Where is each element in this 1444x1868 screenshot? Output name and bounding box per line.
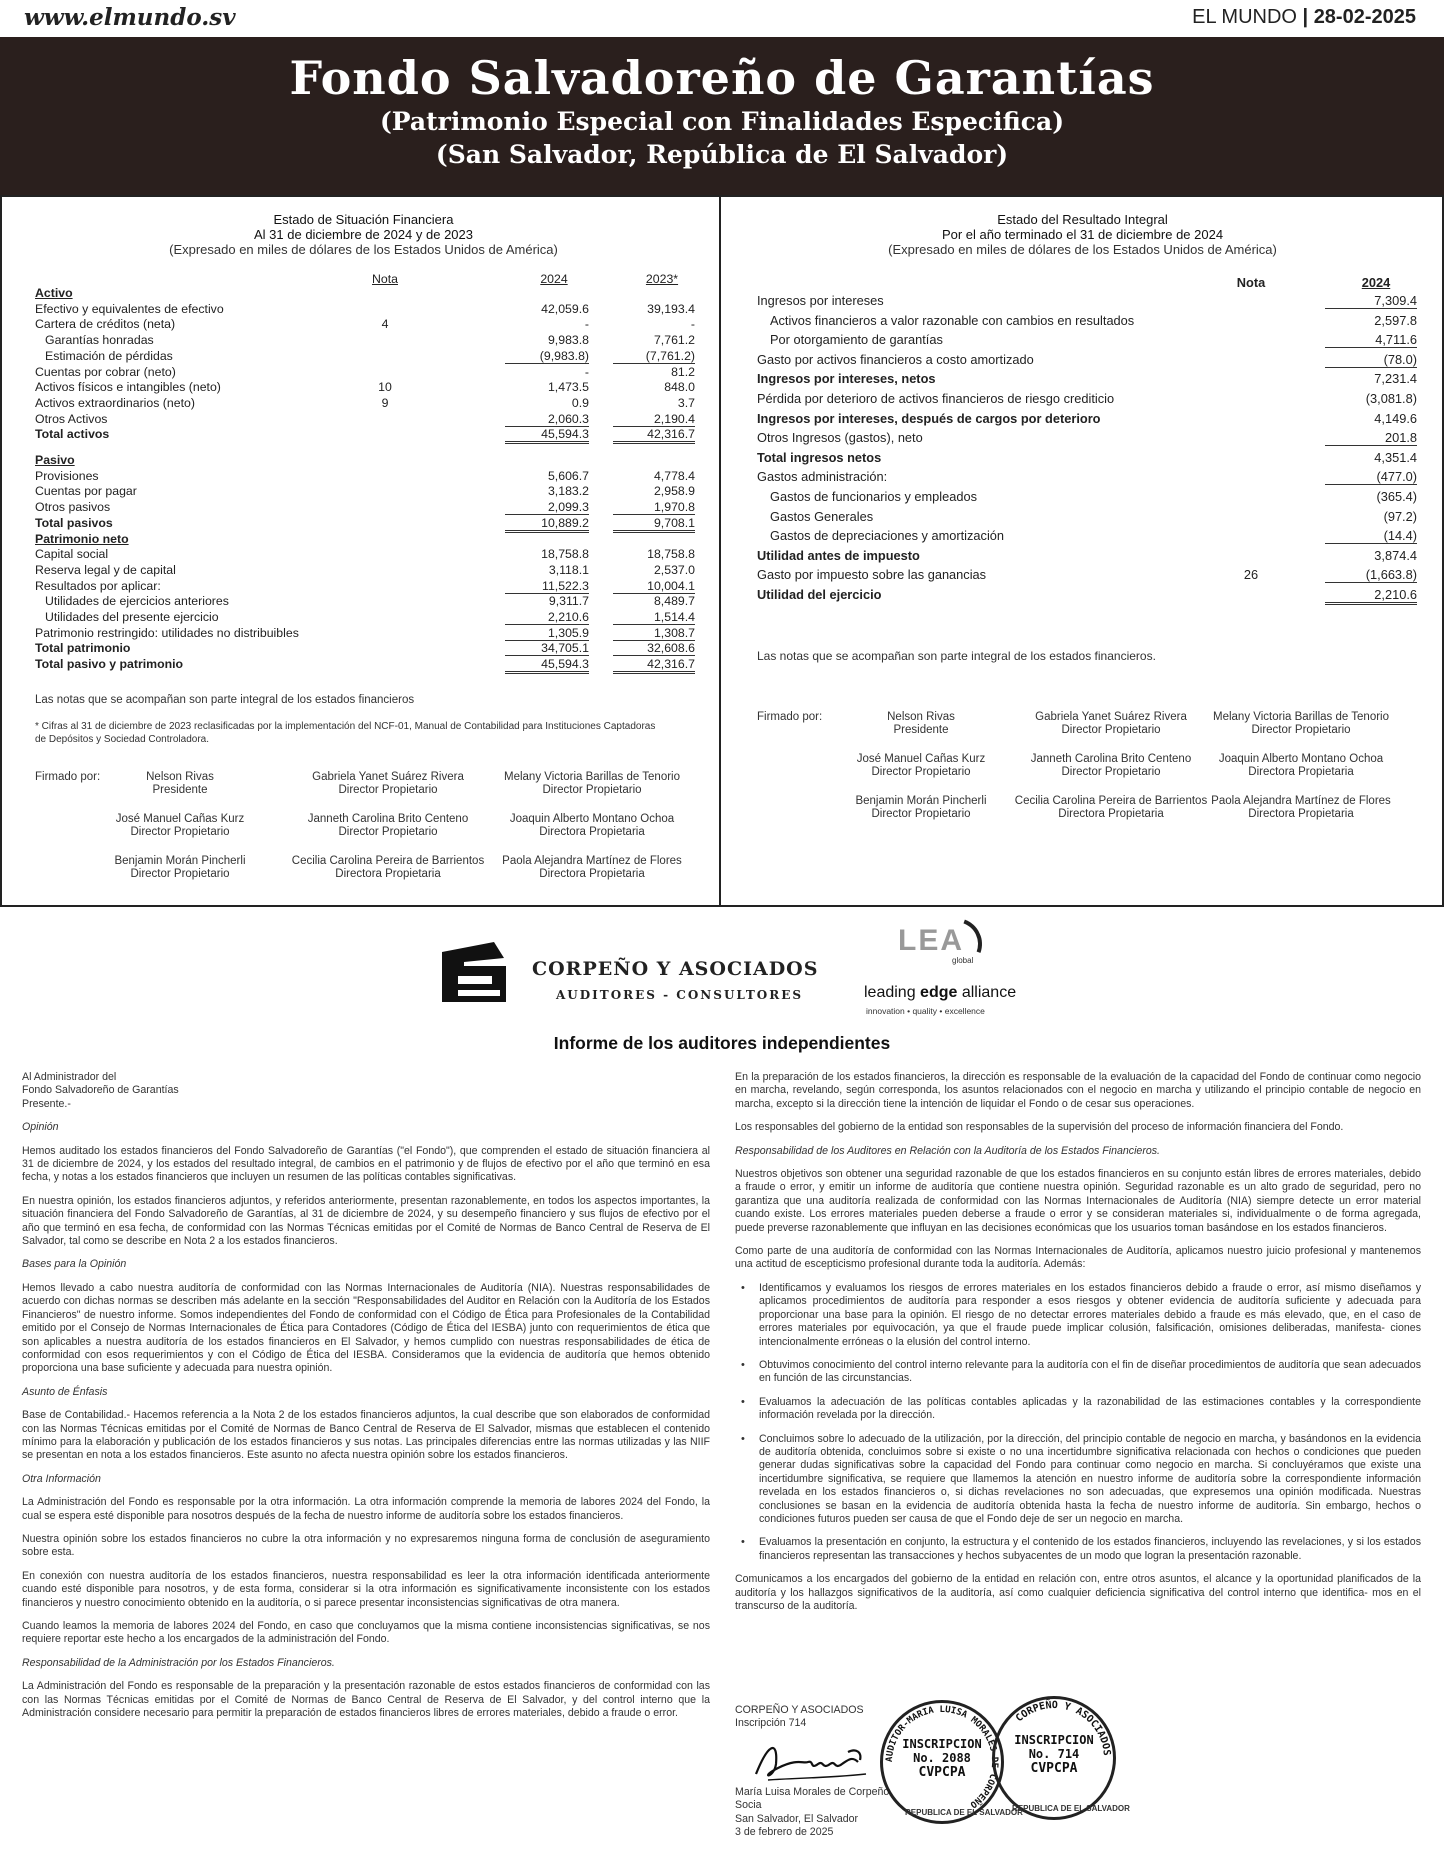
row-value-2024: 1,473.5 [547,380,589,395]
signatory [80,855,280,881]
auditor-logos [0,910,1444,1040]
banner-title: Fondo Salvadoreño de Garantías [289,51,1155,105]
row-value-2023: 42,316.7 [613,657,695,674]
heading-admin-responsibility: Responsabilidad de la Administración por los Estados Financieros. [22,1656,335,1669]
row-value-2023: 2,190.4 [613,412,695,427]
row-label: Utilidades de ejercicios anteriores [45,594,229,609]
table-row [757,469,1417,485]
signatory-name: Nelson Rivas [146,771,214,783]
auditor-firm-block: CORPEÑO Y ASOCIADOS Inscripción 714 [735,1704,864,1730]
row-value-2024: 45,594.3 [505,427,589,444]
table-row [757,450,1417,466]
row-label: Resultados por aplicar: [35,578,161,593]
lea-logo: LEA [898,924,964,957]
balance-table [35,272,695,692]
row-nota: 26 [1243,567,1259,583]
row-value-2024: 201.8 [1325,430,1417,446]
table-row [35,453,695,469]
table-row [35,500,695,516]
issue-info [1192,6,1416,29]
heading-other-info: Otra Información [22,1472,101,1485]
row-value-2023: 1,308.7 [613,626,695,641]
heading-opinion: Opinión [22,1121,59,1134]
table-row [757,332,1417,348]
table-row [757,293,1417,309]
row-value-2024: (477.0) [1325,469,1417,485]
report-column-left [22,1071,710,1730]
stamp-firm: CORPEÑO Y ASOCIADOS INSCRIPCION No. 714 CVPCPA [992,1696,1116,1820]
heading-bases: Bases para la Opinión [22,1258,127,1271]
signatory-name: José Manuel Cañas Kurz [856,753,986,765]
signatory-role: Directora Propietaria [1248,808,1354,820]
row-label: Otros Ingresos (gastos), neto [757,430,923,446]
paragraph: Hemos auditado los estados financieros del Fondo Salvadoreño de Garantías ("el Fondo"), que comprenden el estado de situación financiera al 31 de diciembre de 2024, y los estados del resultado integral, de cambios en el patrimonio y de flujos de efectivo por el año que terminó en esa fecha, y notas a los estados financieros que incluyen un resumen de las políticas contables significativas. [22,1144,710,1184]
signatory-role: Director Propietario [871,766,971,778]
signatory [1011,795,1211,821]
income-note: Las notas que se acompañan son parte integral de los estados financieros. [757,649,1156,663]
income-units: (Expresado en miles de dólares de los Estados Unidos de América) [888,242,1277,257]
signatory [1011,753,1211,779]
row-value-2023: 8,489.7 [653,594,695,609]
signatory-name: Cecilia Carolina Pereira de Barrientos [1014,795,1208,807]
row-label: Utilidad del ejercicio [757,587,882,602]
signatory-role: Director Propietario [130,868,230,880]
signatory [821,795,1021,821]
row-value-2024: 4,711.6 [1325,332,1417,348]
signatory-role: Director Propietario [1061,766,1161,778]
row-value-2024: 45,594.3 [505,657,589,674]
table-row [757,313,1417,329]
row-label: Estimación de pérdidas [45,348,173,363]
row-value-2024: 5,606.7 [547,468,589,483]
row-label: Gastos de funcionarios y empleados [770,489,977,504]
row-value-2024: 2,099.3 [505,500,589,515]
table-row [757,371,1417,387]
table-row [35,380,695,396]
table-row [35,610,695,626]
table-row [35,317,695,333]
separator: | [1302,6,1309,28]
site-url[interactable]: www.elmundo.sv [24,4,236,31]
signatory-name: Joaquin Alberto Montano Ochoa [1218,753,1384,765]
balance-footnote-1: * Cifras al 31 de diciembre de 2023 reclasificadas por la implementación del NCF-01, Manual de Contabilidad para Instituciones Captadoras [35,721,656,732]
col-nota: Nota [372,272,398,286]
row-label: Total pasivo y patrimonio [35,657,184,672]
row-value-2024: 0.9 [571,395,589,410]
signatory-name: Gabriela Yanet Suárez Rivera [1035,711,1187,723]
signatory-role: Director Propietario [871,808,971,820]
row-value-2023: 32,608.6 [613,641,695,656]
col-2024: 2024 [540,272,568,286]
row-label: Gasto por activos financieros a costo amortizado [757,351,1034,367]
row-label: Total ingresos netos [757,449,882,465]
signatory-name: Nelson Rivas [887,711,955,723]
row-value-2024: 2,060.3 [505,412,589,427]
table-row [35,594,695,610]
signatory [80,771,280,797]
table-row [35,532,695,548]
report-title: Informe de los auditores independientes [553,1033,891,1053]
row-label: Por otorgamiento de garantías [770,332,943,348]
row-label: Gastos Generales [770,508,874,524]
table-row [35,349,695,365]
row-value-2024: 9,311.7 [548,594,589,609]
row-nota: 10 [378,380,392,395]
signatory-name: Gabriela Yanet Suárez Rivera [312,771,464,783]
table-row [35,469,695,485]
row-value-2024: - [584,317,589,332]
signatory [1201,753,1401,779]
row-label: Activos extraordinarios (neto) [35,395,195,410]
table-row [35,657,695,673]
row-label: Total activos [35,427,110,442]
row-value-2024: 2,597.8 [1374,312,1417,328]
table-row [35,547,695,563]
signatory [492,771,692,797]
row-label: Patrimonio restringido: utilidades no distribuibles [35,625,299,640]
row-value-2024: 9,983.8 [547,333,589,348]
row-value-2023: 3.7 [677,395,695,410]
bullet-list [735,1282,1421,1563]
row-label: Cuentas por cobrar (neto) [35,364,176,379]
signatory-role: Director Propietario [130,826,230,838]
masthead [0,0,1444,36]
title-banner [0,37,1444,195]
row-value-2024: (9,983.8) [505,349,589,364]
row-value-2023: 42,316.7 [613,427,695,444]
row-label: Pasivo [35,453,75,467]
auditor-signer-block: María Luisa Morales de Corpeño Socia San Salvador, El Salvador 3 de febrero de 2025 [735,1786,890,1839]
paragraph: En conexión con nuestra auditoría de los estados financieros, nuestra responsabilidad es leer la otra información identificada anteriormente cuando esté disponible para nosotros, y de esta forma, considerar si la otra información es significativamente inconsistente con los estados financieros y nuestro conocimiento obtenido en la auditoría, o si parece presentar inconsistencias significativas de otra manera. [22,1569,710,1609]
row-label: Reserva legal y de capital [35,562,176,577]
signatory [288,813,488,839]
issue-date: 28-02-2025 [1313,6,1416,28]
signatory-role: Presidente [893,724,949,736]
signatory-role: Directora Propietaria [539,826,645,838]
list-item: • Obtuvimos conocimiento del control interno relevante para la auditoría con el fin de diseñar procedimientos de auditoría que sean adecuados en función de las circunstancias. [735,1359,1421,1386]
row-value-2024: 7,309.4 [1325,293,1417,309]
income-title: Estado del Resultado Integral [997,212,1168,227]
corpeno-name: CORPEÑO Y ASOCIADOS [532,958,819,980]
signatory-name: Paola Alejandra Martínez de Flores [1211,795,1391,807]
list-item: • Evaluamos la presentación en conjunto, la estructura y el contenido de los estados financieros, incluyendo las revelaciones, y si los estados financieros representan las transacciones y hechos subyacentes de un modo que logran la presentación razonable. [735,1536,1421,1563]
col-2023: 2023* [645,272,679,286]
row-value-2024: 10,889.2 [505,516,589,533]
row-label: Total patrimonio [35,641,131,656]
paragraph: Como parte de una auditoría de conformidad con las Normas Internacionales de Auditoría, aplicamos nuestro juicio profesional y mantenemos una actitud de escepticismo profesional durante toda la auditoría. Además: [735,1245,1421,1271]
list-item: • Evaluamos la adecuación de las políticas contables aplicadas y la razonabilidad de las estimaciones contables y la correspondiente información revelada por la dirección. [735,1396,1421,1423]
balance-footnote-2: de Depósitos y Sociedad Controladora. [35,734,209,745]
signatory-role: Director Propietario [338,784,438,796]
signatory-name: Melany Victoria Barillas de Tenorio [1213,711,1389,723]
table-row [35,641,695,657]
balance-sheet-panel [0,195,723,907]
paragraph: Nuestros objetivos son obtener una seguridad razonable de que los estados financieros en su conjunto están libres de errores materiales, debido a fraude o error, y emitir un informe de auditoría que contiene nuestra opinión. Seguridad razonable es un alto grado de seguridad, pero no garantiza que una auditoría realizada de conformidad con las Normas Internacionales de Auditoría (NIA) siempre detecte un error material cuando existe. Los errores materiales pueden deberse a fraude o error y se consideran materiales si, individualmente o de forma agregada, puede preverse razonablemente que influyan en las decisiones económicas que los usuarios toman basándose en los estados financieros. [735,1168,1421,1234]
paragraph: Hemos llevado a cabo nuestra auditoría de conformidad con las Normas Internacionales de Auditoría (NIA). Nuestras responsabilidades de acuerdo con dichas normas se describen más adelante en la sección "Responsabilidades del Auditor en Relación con la Auditoría de los Estados Financieros" de nuestro informe. Somos independientes del Fondo de conformidad con el Código de Ética para Profesionales de la Contabilidad emitido por el Consejo de Normas Internacionales de Ética para Contadores (Código de Ética del IESBA) junto con requerimientos de ética que son aplicables a nuestra auditoría de los estados financieros en El Salvador, y hemos cumplido con nuestras responsabilidades de ética de conformidad con esos requerimientos y con el Código de Ética del IESBA. Consideramos que la evidencia de auditoría que hemos obtenido proporciona una base suficiente y adecuada para nuestra opinión. [22,1281,710,1375]
income-date: Por el año terminado el 31 de diciembre de 2024 [941,227,1224,242]
paragraph: La Administración del Fondo es responsable de la preparación y la presentación razonable de estos estados financieros de conformidad con las con las Normas Técnicas emitidas por el Comité de Normas de Banco Central de Reserva de El Salvador, y del control interno que la Administración considere necesario para permitir la preparación de estados financieros libres de errores materiales, debido a fraude o error. [22,1680,710,1720]
table-row [35,396,695,412]
row-value-2024: 3,874.4 [1374,547,1417,563]
signatory-name: José Manuel Cañas Kurz [115,813,245,825]
row-value-2023: 2,537.0 [653,562,695,577]
row-value-2024: 4,149.6 [1374,410,1417,426]
row-label: Utilidades del presente ejercicio [45,610,219,624]
row-value-2023: 4,778.4 [653,468,695,483]
corpeno-logo-icon [434,932,512,1010]
row-value-2024: 3,118.1 [548,562,589,577]
row-value-2023: 81.2 [671,364,695,379]
signatory-name: Janneth Carolina Brito Centeno [307,813,469,825]
table-row [35,427,695,443]
row-label: Gastos administración: [757,469,888,485]
table-row [757,587,1417,603]
row-label: Activos físicos e intangibles (neto) [35,380,221,395]
row-label: Patrimonio neto [35,531,129,546]
row-value-2024: 2,210.6 [1325,587,1417,605]
row-label: Ingresos por intereses [757,293,884,308]
row-value-2023: 9,708.1 [613,516,695,533]
row-label: Activo [35,286,73,300]
row-value-2024: 34,705.1 [505,641,589,656]
signatory [492,813,692,839]
paragraph: En la preparación de los estados financieros, la dirección es responsable de la evaluación de la capacidad del Fondo de continuar como negocio en marcha, revelando, según corresponda, los asuntos relacionados con el negocio en marcha y utilizando el principio contable de negocio en marcha, excepto si la dirección tiene la intención de liquidar el Fondo o de cesar sus operaciones. [735,1071,1421,1110]
signatory [1201,795,1401,821]
paragraph: En nuestra opinión, los estados financieros adjuntos, y referidos anteriormente, presentan razonablemente, en todos los aspectos importantes, la situación financiera del Fondo Salvadoreño de Garantías, al 31 de diciembre de 2024, y su desempeño financiero y sus flujos de efectivo por el año que terminó en esa fecha, de conformidad con las Normas Técnicas emitidas por el Comité de Normas de Banco Central de Reserva de El Salvador, tal como se describe en Nota 2 a los estados financieros. [22,1194,710,1248]
table-row [757,411,1417,427]
row-value-2024: 18,758.8 [541,547,589,562]
table-row [35,579,695,595]
signatory-role: Directora Propietaria [539,868,645,880]
signatory-name: Paola Alejandra Martínez de Flores [502,855,682,867]
income-col-2024: 2024 [1361,275,1391,290]
paragraph: Base de Contabilidad.- Hacemos referencia a la Nota 2 de los estados financieros adjuntos, la cual describe que son elaborados de conformidad con las Normas Técnicas emitidas por el Comité de Normas de Banco Central de Reserva de El Salvador, mismas que establecen el contenido mínimo para la elaboración y publicación de los estados financieros y sus notas. Las principales diferencias entre las normas utilizadas y las NIIF se presentan en nota a los estados financieros. Este asunto no afecta nuestra opinión sobre los estados financieros. [22,1409,710,1462]
signatory [288,855,488,881]
row-value-2024: 3,183.2 [547,484,589,499]
table-row [35,333,695,349]
paragraph: Los responsables del gobierno de la entidad son responsables de la supervisión del proceso de información financiera del Fondo. [735,1121,1344,1134]
row-label: Otros pasivos [35,500,111,515]
row-value-2023: - [690,317,695,332]
stamp-auditor: AUDITOR-MARIA LUISA MORALES DE CORPEÑO INSCRIPCION No. 2088 CVPCPA [880,1700,1004,1824]
signatory-name: Cecilia Carolina Pereira de Barrientos [291,855,485,867]
row-value-2024: 4,351.4 [1374,449,1417,465]
svg-text:AUDITOR-MARIA LUISA MORALES DE: AUDITOR-MARIA LUISA MORALES DE CORPEÑO [884,1704,1000,1810]
table-row [35,516,695,532]
table-row [757,391,1417,407]
stamp-republic: REPUBLICA DE EL SALVADOR [1012,1804,1130,1813]
lea-tagline: innovation • quality • excellence [866,1006,985,1016]
paragraph: Nuestra opinión sobre los estados financieros no cubre la otra información y no expresaremos ninguna forma de conclusión de aseguramiento sobre esta. [22,1532,710,1559]
signatory [1201,711,1401,737]
row-label: Ingresos por intereses, netos [757,371,936,387]
signatory-name: Melany Victoria Barillas de Tenorio [504,771,680,783]
row-value-2024: (14.4) [1325,528,1417,544]
signatory-role: Director Propietario [338,826,438,838]
row-value-2023: 18,758.8 [647,547,695,562]
row-value-2024: 1,305.9 [505,626,589,641]
signatory-role: Directora Propietaria [335,868,441,880]
table-row [35,563,695,579]
income-table [757,275,1417,615]
row-value-2024: 2,210.6 [505,610,589,625]
list-item: • Concluimos sobre lo adecuado de la utilización, por la dirección, del principio contable de negocio en marcha, y basándonos en la evidencia de auditoría obtenida, concluimos sobre si existe o no una incertidumbre significativa relacionada con hechos o condiciones que pueden generar dudas significativas sobre la capacidad del Fondo para continuar como negocio en marcha. Si concluyéramos que existe una incertidumbre significativa, se requiere que llamemos la atención en nuestro informe de auditoría sobre la correspondiente información revelada en los estados financieros o, si dichas revelaciones no son adecuadas, que expresemos una opinión modificada. Nuestras conclusiones se basan en la evidencia de auditoría obtenida hasta la fecha de nuestro informe de auditoría. Sin embargo, hechos o condiciones futuros pueden ser causa de que el Fondo deje de ser un negocio en marcha. [735,1433,1421,1527]
table-row [35,412,695,428]
row-value-2024: 11,522.3 [505,579,589,594]
signatory-name: Joaquin Alberto Montano Ochoa [509,813,675,825]
lea-name: leading edge alliance [864,984,1017,1001]
table-row [35,286,695,302]
row-value-2023: (7,761.2) [613,349,695,364]
balance-note: Las notas que se acompañan son parte integral de los estados financieros [35,694,415,706]
signatory-role: Presidente [152,784,208,796]
banner-subtitle: (Patrimonio Especial con Finalidades Especifica) [379,107,1065,136]
row-label: Total pasivos [35,515,113,530]
balance-units: (Expresado en miles de dólares de los Estados Unidos de América) [169,242,558,257]
signed-by-label: Firmado por: [757,711,823,723]
banner-location: (San Salvador, República de El Salvador) [435,140,1009,169]
handwritten-signature-icon [748,1734,878,1784]
row-value-2024: 7,231.4 [1374,371,1417,387]
signed-by-label: Firmado por: [35,771,101,783]
signatory [288,771,488,797]
table-row [35,365,695,381]
paragraph: Cuando leamos la memoria de labores 2024 del Fondo, en caso que concluyamos que la misma contiene inconsistencias significativas, se nos requiere reportar este hecho a los encargados de la administración del Fondo. [22,1620,710,1646]
income-col-headers [757,275,1417,291]
svg-text:CORPEÑO Y ASOCIADOS: CORPEÑO Y ASOCIADOS [1013,1699,1113,1757]
signatory [80,813,280,839]
row-label: Cuentas por pagar [35,484,137,499]
addressee: Al Administrador del Fondo Salvadoreño de Garantías Presente.- [22,1071,179,1110]
balance-header [2,212,725,257]
row-value-2023: 1,514.4 [613,610,695,625]
row-value-2024: 42,059.6 [541,301,589,316]
signatory-role: Director Propietario [1251,724,1351,736]
row-nota: 9 [381,395,389,410]
row-value-2023: 7,761.2 [653,333,695,348]
row-value-2023: 10,004.1 [613,579,695,594]
table-row [757,567,1417,583]
heading-emphasis: Asunto de Énfasis [22,1385,108,1398]
table-row [35,484,695,500]
signatory-name: Benjamin Morán Pincherli [855,795,987,807]
stamp-republic: REPUBLICA DE EL SALVADOR [905,1808,1023,1817]
table-row [757,509,1417,525]
row-value-2024: (3,081.8) [1365,391,1417,406]
table-row [35,302,695,318]
row-value-2024: (1,663.8) [1325,567,1417,583]
row-label: Activos financieros a valor razonable con cambios en resultados [770,312,1135,328]
row-label: Provisiones [35,468,99,483]
balance-title: Estado de Situación Financiera [273,212,454,227]
row-label: Utilidad antes de impuesto [757,547,920,563]
report-column-right [735,1071,1421,1623]
table-row [757,489,1417,505]
table-row [35,626,695,642]
table-row [757,352,1417,368]
paragraph: Comunicamos a los encargados del gobierno de la entidad en relación con, entre otros asuntos, el alcance y la oportunidad planificados de la auditoría y los hallazgos significativos de la auditoría, así como cualquier deficiencia significativa del control interno que identifica- mos en el transcurso de la auditoría. [735,1573,1421,1612]
row-label: Ingresos por intereses, después de cargos por deterioro [757,410,1101,426]
table-row [757,528,1417,544]
row-value-2024: - [584,364,589,379]
row-label: Capital social [35,547,109,562]
row-label: Cartera de créditos (neta) [35,317,176,332]
list-item: • Identificamos y evaluamos los riesgos de errores materiales en los estados financieros debido a fraude o error, así mismo diseñamos y aplicamos procedimientos de auditoría para responder a esos riesgos y obtener evidencia de auditoría suficiente y adecuada para proporcionar una base para la opinión. El riesgo de no detectar errores materiales debido a fraude es más elevado, que, en el caso de errores materiales por equivocación, ya que el fraude puede implicar colusión, falsificación, omisiones deliberadas, manifesta- ciones intencionalmente erróneas o la elusión del control interno. [735,1282,1421,1349]
row-nota: 4 [381,317,389,332]
signatory [821,711,1021,737]
row-label: Pérdida por deterioro de activos financieros de riesgo crediticio [757,391,1115,406]
row-label: Otros Activos [35,411,108,426]
heading-auditor-responsibility: Responsabilidad de los Auditores en Relación con la Auditoría de los Estados Financieros. [735,1144,1160,1157]
income-statement-panel [721,195,1444,907]
signatory-name: Janneth Carolina Brito Centeno [1030,753,1192,765]
balance-date: Al 31 de diciembre de 2024 y de 2023 [254,227,473,242]
row-value-2024: (365.4) [1376,489,1417,504]
income-col-nota: Nota [1236,275,1266,290]
table-row [757,548,1417,564]
income-header [721,212,1444,257]
row-label: Efectivo y equivalentes de efectivo [35,301,224,316]
signatory-role: Director Propietario [1061,724,1161,736]
signatory-role: Director Propietario [542,784,642,796]
table-row [757,430,1417,446]
row-label: Gasto por impuesto sobre las ganancias [757,567,987,583]
signatory [821,753,1021,779]
row-label: Gastos de depreciaciones y amortización [770,528,1005,544]
row-value-2023: 39,193.4 [647,301,695,316]
row-label: Garantías honradas [45,333,154,348]
row-value-2023: 848.0 [664,380,695,395]
signatory-role: Directora Propietaria [1248,766,1354,778]
row-value-2023: 1,970.8 [613,500,695,515]
corpeno-subtitle: AUDITORES - CONSULTORES [556,988,804,1002]
row-value-2024: (97.2) [1383,508,1417,524]
signatory-name: Benjamin Morán Pincherli [114,855,246,867]
signatory [1011,711,1211,737]
lea-global: global [952,956,974,965]
row-value-2023: 2,958.9 [653,484,695,499]
signatory-role: Directora Propietaria [1058,808,1164,820]
paragraph: La Administración del Fondo es responsable por la otra información. La otra información comprende la memoria de labores 2024 del Fondo, la cual se espera esté disponible para nosotros después de la fecha de nuestro informe de auditoría sobre los estados financieros. [22,1496,710,1522]
signatory [492,855,692,881]
row-value-2024: (78.0) [1325,352,1417,368]
paper-name: EL MUNDO [1192,6,1297,28]
